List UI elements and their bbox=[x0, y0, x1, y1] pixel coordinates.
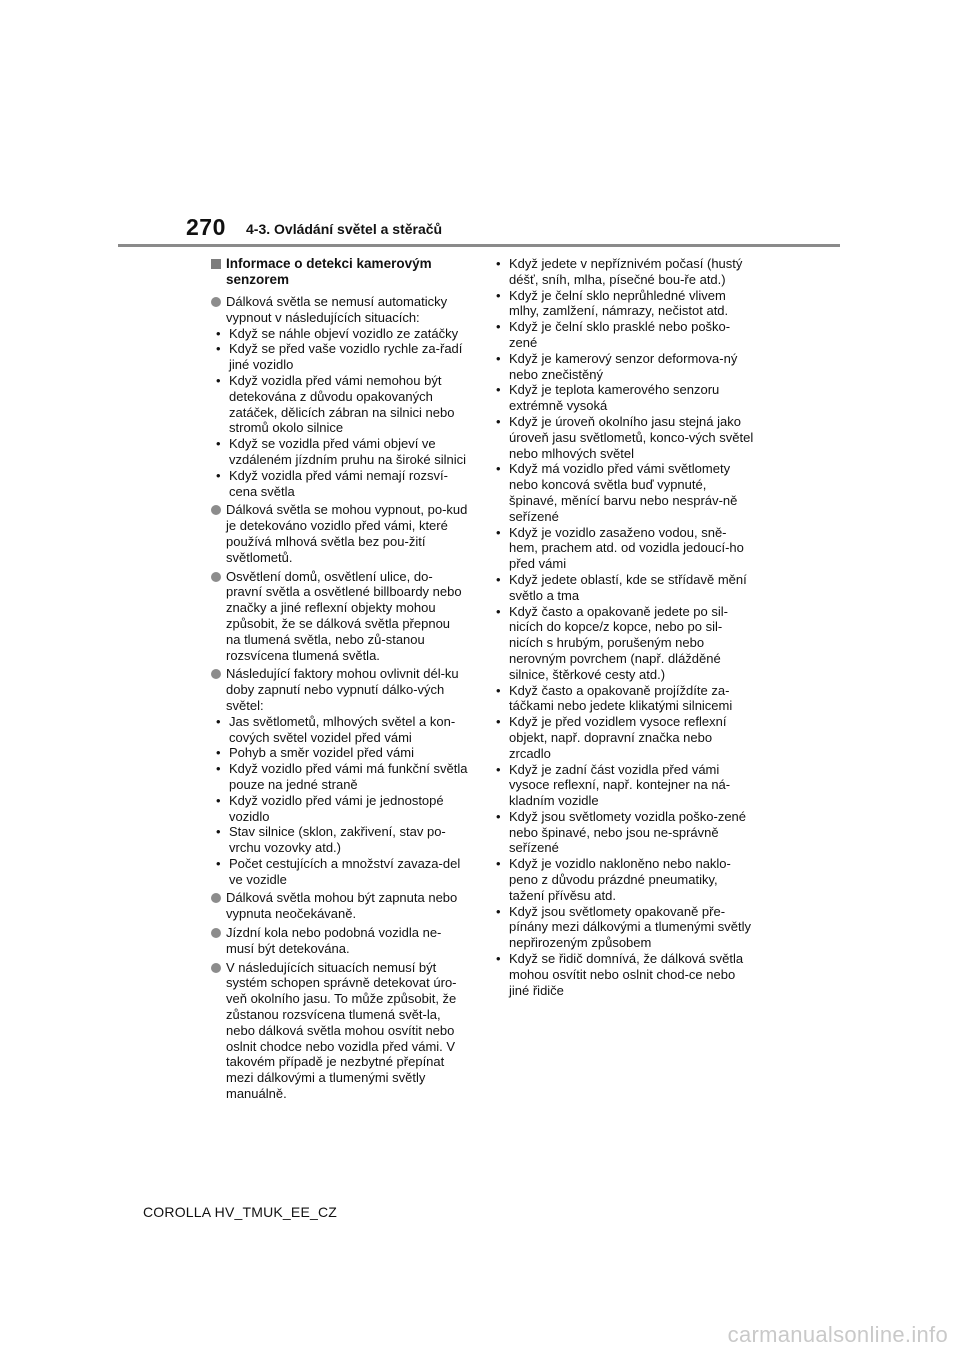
sub-list-item: • Když je čelní sklo prasklé nebo poško-zené bbox=[496, 319, 731, 350]
round-bullet-icon bbox=[211, 669, 221, 679]
sub-list-item: • Když jedete oblastí, kde se střídavě mění světlo a tma bbox=[496, 571, 747, 603]
square-bullet-icon bbox=[211, 259, 221, 269]
sub-list-item: • Když často a opakovaně jedete po sil-nicích do kopce/z kopce, nebo po sil-nicích s hrubým, porušeným nebo nerovným povrchem (např. dlážděné silnice, štěrkové cesty atd.) bbox=[496, 603, 728, 682]
sub-list-item: • Když se řidič domnívá, že dálková světla mohou osvítit nebo oslnit chod-ce nebo jiné řidiče bbox=[496, 951, 744, 998]
left-column bbox=[210, 256, 468, 1105]
watermark-text: carmanualsonline.info bbox=[727, 1322, 948, 1347]
sub-list-item: • Když je úroveň okolního jasu stejná jako úroveň jasu světlometů, konco-vých světel nebo mlhových světel bbox=[496, 413, 754, 461]
sub-list-item: • Když je čelní sklo neprůhledné vlivem mlhy, zamlžení, námrazy, nečistot atd. bbox=[496, 287, 729, 319]
sub-list-item: • Když vozidlo před vámi je jednostopé vozidlo bbox=[216, 792, 444, 824]
sub-list-item: • Počet cestujících a množství zavaza-del ve vozidle bbox=[216, 855, 461, 887]
sub-list-item: • Když je vozidlo nakloněno nebo naklo-peno z důvodu prázdné pneumatiky, tažení přívěsu atd. bbox=[496, 856, 731, 903]
sub-list-item: • Stav silnice (sklon, zakřivení, stav po-vrchu vozovky atd.) bbox=[216, 824, 446, 856]
sub-list-item: • Když se vozidla před vámi objeví ve vzdáleném jízdním pruhu na široké silnici bbox=[216, 436, 466, 467]
round-bullet-icon bbox=[211, 505, 221, 515]
round-bullet-icon bbox=[211, 297, 221, 307]
page-number: 270 bbox=[186, 214, 226, 240]
sub-list-item: • Když se před vaše vozidlo rychle za-řadí jiné vozidlo bbox=[216, 341, 463, 373]
sub-list-item: • Když jsou světlomety vozidla poško-zené nebo špinavé, nebo jsou ne-správně seřízené bbox=[496, 808, 747, 856]
sub-list-item: • Když je kamerový senzor deformova-ný nebo znečistěný bbox=[496, 350, 738, 382]
sub-list bbox=[493, 256, 755, 998]
sub-list bbox=[213, 714, 468, 888]
sub-list bbox=[213, 326, 468, 500]
header-divider bbox=[118, 244, 840, 247]
bullet-item: Osvětlení domů, osvětlení ulice, do-pravní světla a osvětlené billboardy nebo značky a jiné reflexní objekty mohou způsobit, že se dálková světla přepnou na tlumená světla, nebo zů-stanou rozsvícena tlumená světla. bbox=[210, 569, 468, 664]
sub-list-item: • Když vozidla před vámi nemají rozsví-cena světla bbox=[216, 467, 448, 499]
sub-list-item: • Když jedete v nepříznivém počasí (hustý déšť, sníh, mlha, písečné bou-ře atd.) bbox=[496, 256, 743, 287]
sub-list-item: • Když je zadní část vozidla před vámi vysoce reflexní, např. kontejner na ná-kladním vozidle bbox=[496, 761, 731, 809]
round-bullet-icon bbox=[211, 928, 221, 938]
sub-list-item: • Když vozidla před vámi nemohou být detekována z důvodu opakovaných zatáček, dělicích zábran na silnici nebo stromů okolo silnice bbox=[216, 372, 455, 436]
bullet-item: V následujících situacích nemusí být systém schopen správně detekovat úro-veň okolního jasu. To může způsobit, že zůstanou rozsvícena tlumená svět-la, nebo dálková světla mohou osvítit nebo oslnit chodce nebo vozidla před vámi. V takovém případě je nezbytné přepínat mezi dálkovými a tlumenými světly manuálně. bbox=[210, 960, 468, 1102]
right-column bbox=[493, 256, 755, 998]
sub-list-item: • Když je před vozidlem vysoce reflexní objekt, např. dopravní značka nebo zrcadlo bbox=[496, 714, 727, 761]
round-bullet-icon bbox=[211, 572, 221, 582]
round-bullet-icon bbox=[211, 893, 221, 903]
sub-list-item: • Jas světlometů, mlhových světel a kon-cových světel vozidel před vámi bbox=[216, 713, 456, 745]
sub-list-item: • Když má vozidlo před vámi světlomety nebo koncová světla buď vypnuté, špinavé, měnící barvu nebo nespráv-ně seřízené bbox=[496, 461, 738, 524]
round-bullet-icon bbox=[211, 963, 221, 973]
bullet-item: Jízdní kola nebo podobná vozidla ne-musí být detekována. bbox=[210, 925, 468, 957]
sub-list-item: • Když je teplota kamerového senzoru extrémně vysoká bbox=[496, 382, 720, 414]
bullet-item: Dálková světla mohou být zapnuta nebo vypnuta neočekávaně. bbox=[210, 890, 468, 922]
sub-list-item: • Pohyb a směr vozidel před vámi bbox=[216, 745, 414, 761]
sub-list-item: • Když se náhle objeví vozidlo ze zatáčky bbox=[216, 325, 459, 341]
section-heading: Informace o detekci kamerovým senzorem bbox=[210, 256, 468, 288]
sub-list-item: • Když je vozidlo zasaženo vodou, sně-hem, prachem atd. od vozidla jedoucí-ho před vámi bbox=[496, 524, 744, 572]
bullet-item: Dálková světla se nemusí automaticky vypnout v následujících situacích: • Když se náhle objeví vozidlo ze zatáčky • Když se před vaše vozidlo rychle za-řadí jiné vozidlo • Když vozidla před vámi nemohou být detekována z důvodu opakovaných zatáček, dělicích zábran na silnici nebo stromů okolo silnice • Když se vozidla před vámi objeví ve vzdáleném jízdním pruhu na široké silnici • Když vozidla před vámi nemají rozsví-cena světla bbox=[210, 294, 468, 499]
footer-model-code: COROLLA HV_TMUK_EE_CZ bbox=[143, 1204, 338, 1220]
sub-list-item: • Když jsou světlomety opakovaně pře-pínány mezi dálkovými a tlumenými světly nepřirozeným způsobem bbox=[496, 903, 752, 951]
sub-list-item: • Když vozidlo před vámi má funkční světla pouze na jedné straně bbox=[216, 761, 468, 792]
section-title: 4-3. Ovládání světel a stěračů bbox=[246, 221, 443, 237]
sub-list-item: • Když často a opakovaně projíždíte za-táčkami nebo jedete klikatými silnicemi bbox=[496, 682, 733, 714]
bullet-item: Dálková světla se mohou vypnout, po-kud je detekováno vozidlo před vámi, které používá mlhová světla bez pou-žití světlometů. bbox=[210, 502, 468, 565]
bullet-item: Následující faktory mohou ovlivnit dél-ku doby zapnutí nebo vypnutí dálko-vých světel: • Jas světlometů, mlhových světel a kon-cových světel vozidel před vámi • Pohyb a směr vozidel před vámi • Když vozidlo před vámi má funkční světla pouze na jedné straně • Když vozidlo před vámi je jednostopé vozidlo • Stav silnice (sklon, zakřivení, stav po-vrchu vozovky atd.) • Počet cestujících a množství zavaza-del ve vozidle bbox=[210, 666, 468, 887]
